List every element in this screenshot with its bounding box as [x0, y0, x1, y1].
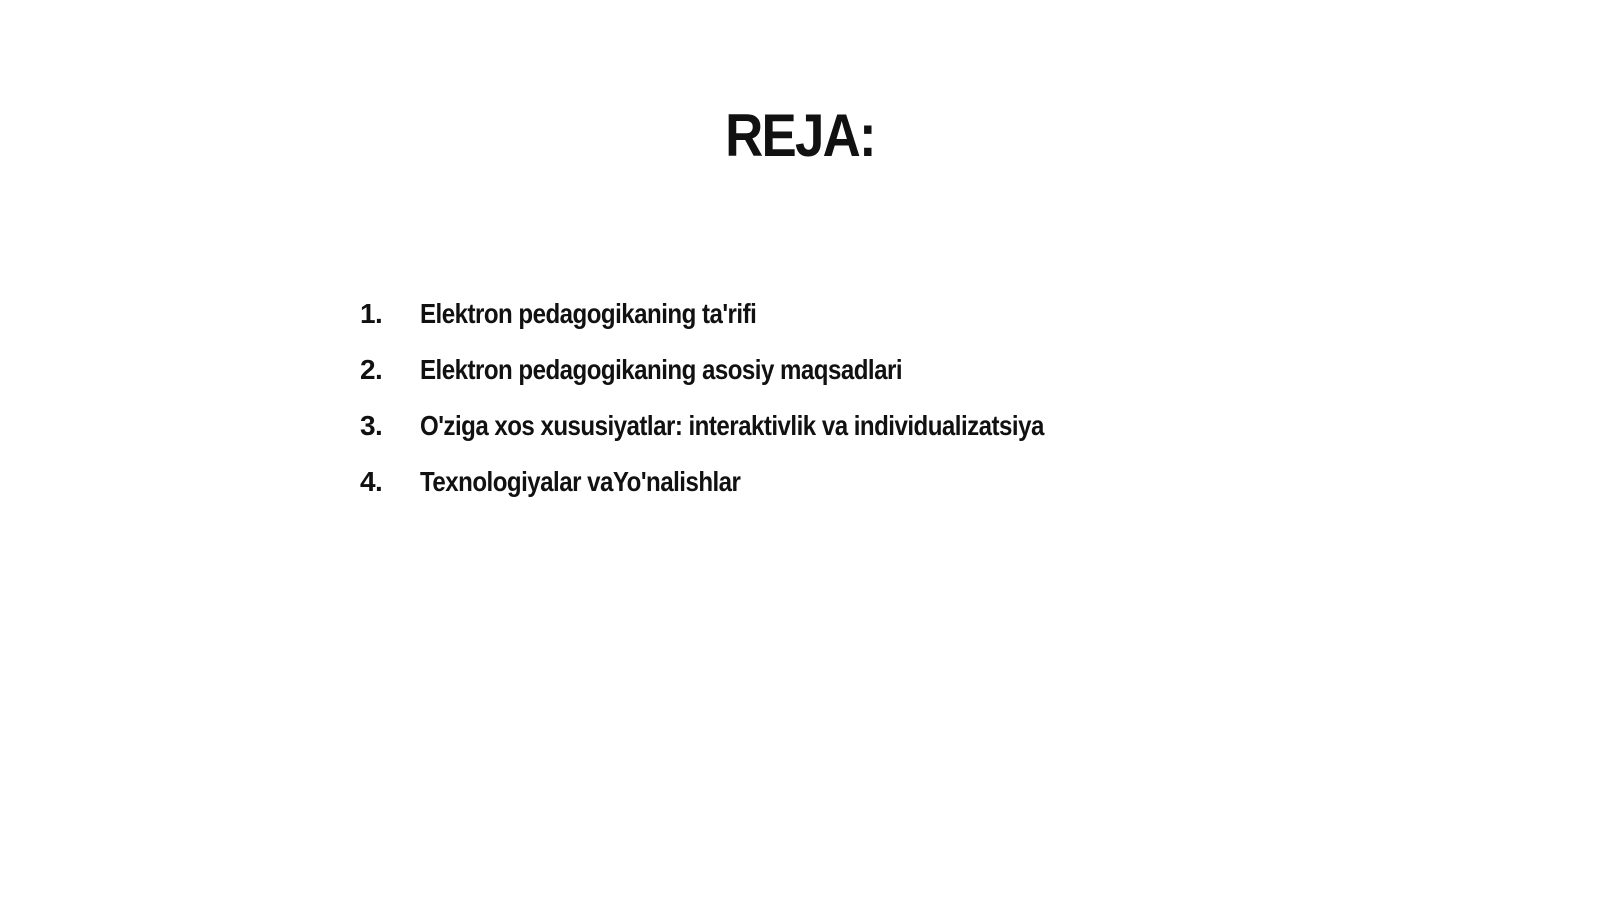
plan-item-text: Elektron pedagogikaning asosiy maqsadlari — [420, 354, 903, 385]
plan-item — [360, 398, 1145, 454]
plan-list — [360, 286, 1145, 510]
plan-item — [360, 342, 1145, 398]
plan-item-text: Texnologiyalar vaYo'nalishlar — [420, 466, 741, 497]
slide-title: REJA: — [725, 102, 875, 169]
plan-item — [360, 454, 1145, 510]
plan-item-number: 4. — [360, 466, 383, 497]
plan-item-text: O'ziga xos xususiyatlar: interaktivlik va individualizatsiya — [420, 410, 1044, 441]
plan-item-text: Elektron pedagogikaning ta'rifi — [420, 298, 757, 329]
plan-item-number: 3. — [360, 410, 383, 441]
plan-item-number: 2. — [360, 354, 383, 385]
plan-item-number: 1. — [360, 298, 383, 329]
plan-item — [360, 286, 1145, 342]
